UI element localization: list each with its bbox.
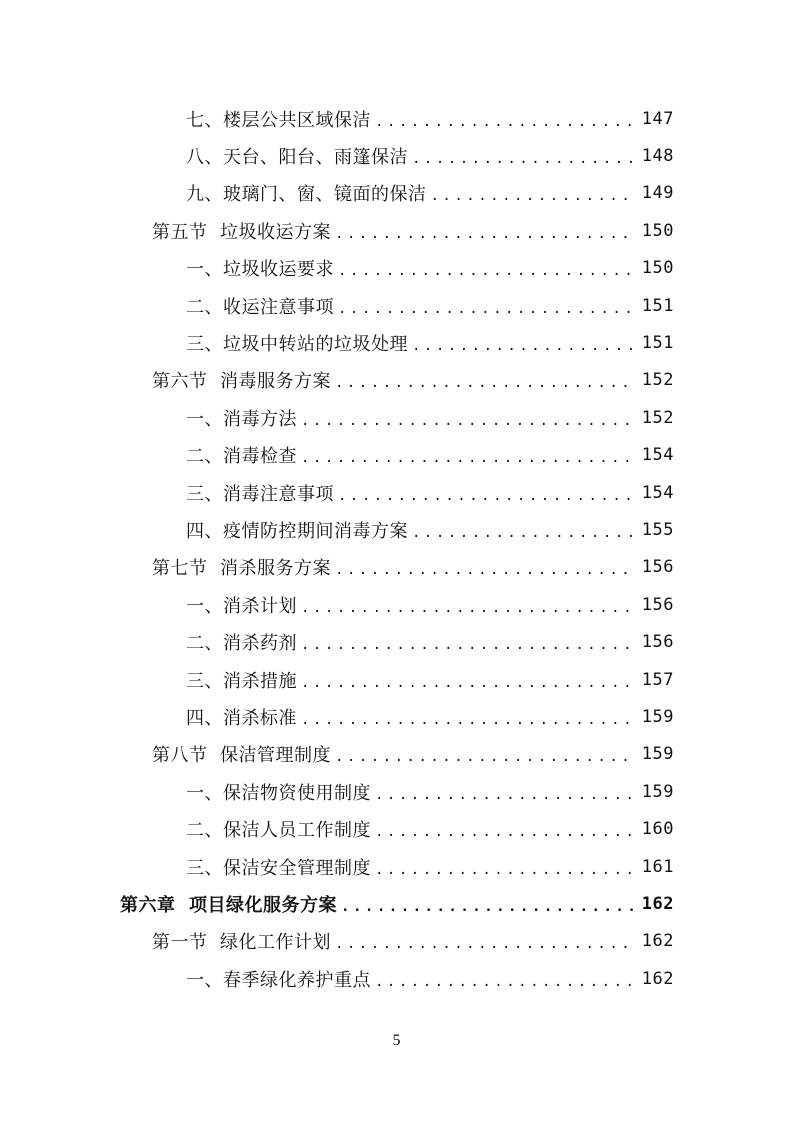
toc-entry-title: 二、收运注意事项 xyxy=(186,296,334,318)
toc-entry-title: 第一节 绿化工作计划 xyxy=(152,932,331,954)
toc-subsection-entry[interactable] xyxy=(0,848,793,885)
toc-entry-title: 三、消杀措施 xyxy=(186,670,297,692)
page-number: 5 xyxy=(392,1032,401,1049)
toc-section-entry[interactable] xyxy=(0,923,793,960)
toc-entry-line xyxy=(186,592,674,618)
dot-leader xyxy=(375,114,634,130)
table-of-contents xyxy=(0,100,793,997)
toc-entry-line xyxy=(120,891,674,917)
toc-entry-page-number: 162 xyxy=(641,893,674,914)
toc-entry-page-number: 154 xyxy=(641,445,674,466)
toc-subsection-entry[interactable] xyxy=(0,324,793,361)
toc-entry-title: 二、保洁人员工作制度 xyxy=(186,820,371,842)
dot-leader xyxy=(375,862,634,878)
toc-entry-title: 一、保洁物资使用制度 xyxy=(186,782,371,804)
toc-entry-page-number: 148 xyxy=(641,146,674,167)
toc-entry-title: 一、垃圾收运要求 xyxy=(186,259,334,281)
toc-entry-title: 九、玻璃门、窗、镜面的保洁 xyxy=(186,184,427,206)
dot-leader xyxy=(412,338,634,354)
toc-entry-line xyxy=(186,255,674,281)
toc-entry-page-number: 156 xyxy=(641,594,674,615)
toc-entry-title: 一、消毒方法 xyxy=(186,408,297,430)
toc-section-entry[interactable] xyxy=(0,549,793,586)
toc-subsection-entry[interactable] xyxy=(0,287,793,324)
toc-entry-title: 第八节 保洁管理制度 xyxy=(152,745,331,767)
toc-entry-line xyxy=(186,816,674,842)
toc-entry-line xyxy=(186,704,674,730)
toc-entry-page-number: 151 xyxy=(641,295,674,316)
toc-subsection-entry[interactable] xyxy=(0,137,793,174)
dot-leader xyxy=(335,226,634,242)
toc-entry-line xyxy=(186,480,674,506)
toc-subsection-entry[interactable] xyxy=(0,698,793,735)
toc-subsection-entry[interactable] xyxy=(0,474,793,511)
toc-entry-line xyxy=(186,854,674,880)
toc-entry-title: 四、消杀标准 xyxy=(186,707,297,729)
dot-leader xyxy=(335,936,634,952)
toc-subsection-entry[interactable] xyxy=(0,511,793,548)
toc-subsection-entry[interactable] xyxy=(0,437,793,474)
toc-entry-page-number: 154 xyxy=(641,482,674,503)
toc-subsection-entry[interactable] xyxy=(0,810,793,847)
toc-entry-title: 二、消杀药剂 xyxy=(186,633,297,655)
toc-subsection-entry[interactable] xyxy=(0,623,793,660)
toc-chapter-entry[interactable] xyxy=(0,885,793,922)
toc-entry-page-number: 151 xyxy=(641,333,674,354)
dot-leader xyxy=(338,488,634,504)
dot-leader xyxy=(431,188,635,204)
toc-entry-page-number: 156 xyxy=(641,632,674,653)
toc-entry-line xyxy=(152,554,674,580)
toc-entry-title: 一、春季绿化养护重点 xyxy=(186,969,371,991)
dot-leader xyxy=(335,562,634,578)
toc-subsection-entry[interactable] xyxy=(0,175,793,212)
toc-entry-line xyxy=(186,143,674,169)
toc-entry-line xyxy=(152,218,674,244)
toc-subsection-entry[interactable] xyxy=(0,586,793,623)
dot-leader xyxy=(341,899,634,915)
toc-entry-page-number: 152 xyxy=(641,407,674,428)
toc-entry-title: 四、疫情防控期间消毒方案 xyxy=(186,520,408,542)
toc-section-entry[interactable] xyxy=(0,362,793,399)
toc-entry-title: 二、消毒检查 xyxy=(186,446,297,468)
toc-entry-line xyxy=(186,293,674,319)
dot-leader xyxy=(301,413,634,429)
dot-leader xyxy=(301,637,634,653)
toc-entry-page-number: 161 xyxy=(641,856,674,877)
dot-leader xyxy=(335,749,634,765)
toc-subsection-entry[interactable] xyxy=(0,773,793,810)
toc-entry-line xyxy=(152,928,674,954)
toc-entry-line xyxy=(152,741,674,767)
toc-entry-line xyxy=(186,966,674,992)
toc-entry-page-number: 149 xyxy=(641,183,674,204)
toc-entry-page-number: 156 xyxy=(641,557,674,578)
toc-entry-title: 第五节 垃圾收运方案 xyxy=(152,221,331,243)
dot-leader xyxy=(338,263,634,279)
toc-entry-title: 三、消毒注意事项 xyxy=(186,483,334,505)
dot-leader xyxy=(412,525,634,541)
toc-entry-line xyxy=(186,330,674,356)
toc-entry-page-number: 157 xyxy=(641,669,674,690)
toc-entry-page-number: 155 xyxy=(641,519,674,540)
toc-entry-page-number: 150 xyxy=(641,258,674,279)
dot-leader xyxy=(301,450,634,466)
dot-leader xyxy=(412,151,634,167)
dot-leader xyxy=(375,974,634,990)
toc-entry-page-number: 162 xyxy=(641,931,674,952)
toc-subsection-entry[interactable] xyxy=(0,100,793,137)
toc-entry-line xyxy=(186,629,674,655)
toc-entry-page-number: 159 xyxy=(641,706,674,727)
toc-entry-line xyxy=(186,106,674,132)
toc-entry-line xyxy=(186,667,674,693)
dot-leader xyxy=(301,600,634,616)
dot-leader xyxy=(301,675,634,691)
toc-entry-line xyxy=(186,442,674,468)
toc-subsection-entry[interactable] xyxy=(0,250,793,287)
toc-entry-line xyxy=(186,405,674,431)
toc-entry-title: 三、垃圾中转站的垃圾处理 xyxy=(186,334,408,356)
toc-entry-line xyxy=(152,367,674,393)
dot-leader xyxy=(375,787,634,803)
toc-entry-page-number: 147 xyxy=(641,108,674,129)
dot-leader xyxy=(301,712,634,728)
dot-leader xyxy=(335,375,634,391)
toc-subsection-entry[interactable] xyxy=(0,399,793,436)
toc-section-entry[interactable] xyxy=(0,212,793,249)
toc-entry-page-number: 162 xyxy=(641,968,674,989)
toc-entry-title: 三、保洁安全管理制度 xyxy=(186,857,371,879)
toc-entry-page-number: 159 xyxy=(641,744,674,765)
toc-entry-title: 一、消杀计划 xyxy=(186,595,297,617)
toc-entry-page-number: 150 xyxy=(641,220,674,241)
toc-entry-title: 七、楼层公共区域保洁 xyxy=(186,109,371,131)
toc-entry-page-number: 152 xyxy=(641,370,674,391)
dot-leader xyxy=(375,824,634,840)
dot-leader xyxy=(338,301,634,317)
toc-subsection-entry[interactable] xyxy=(0,661,793,698)
toc-entry-title: 第六节 消毒服务方案 xyxy=(152,371,331,393)
toc-entry-line xyxy=(186,517,674,543)
toc-entry-title: 第六章 项目绿化服务方案 xyxy=(120,894,338,916)
toc-entry-page-number: 159 xyxy=(641,781,674,802)
toc-entry-title: 八、天台、阳台、雨篷保洁 xyxy=(186,147,408,169)
toc-section-entry[interactable] xyxy=(0,736,793,773)
toc-entry-line xyxy=(186,779,674,805)
toc-subsection-entry[interactable] xyxy=(0,960,793,997)
toc-entry-page-number: 160 xyxy=(641,819,674,840)
toc-entry-title: 第七节 消杀服务方案 xyxy=(152,558,331,580)
toc-entry-line xyxy=(186,180,674,206)
